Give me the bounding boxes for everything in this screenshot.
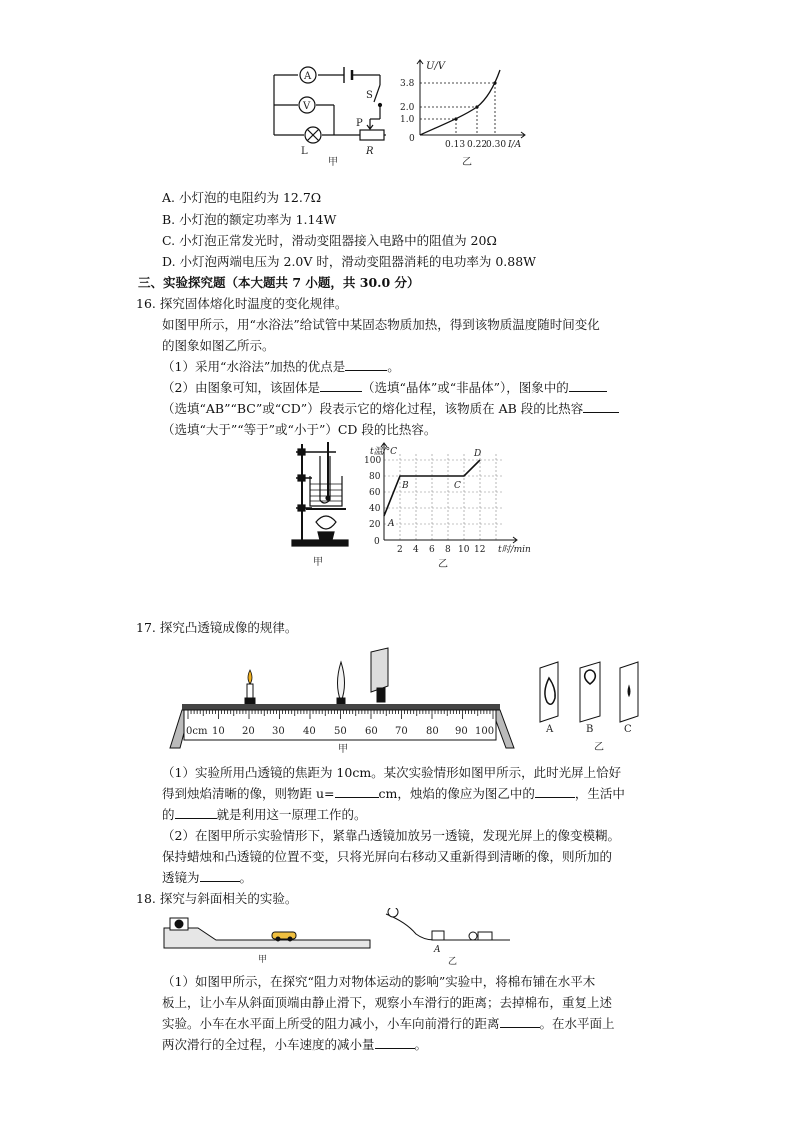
section-heading: 三、实验探究题（本大题共 7 小题，共 30.0 分） xyxy=(138,275,420,290)
q16-caption-right: 乙 xyxy=(438,559,448,570)
q17-line: （2）在图甲所示实验情形下，紧靠凸透镜加放另一透镜，发现光屏上的像变模糊。 xyxy=(162,828,620,843)
answer-blank[interactable] xyxy=(500,1014,540,1028)
ruler-label: 100 xyxy=(475,726,495,737)
answer-blank[interactable] xyxy=(200,868,240,882)
q16-row-3 xyxy=(162,399,619,419)
temp-ytick: 40 xyxy=(369,504,381,514)
q16-end-mark: 。 xyxy=(387,359,400,374)
ui-ytick: 3.8 xyxy=(400,79,415,89)
q16-part2-text: （2）由图象可知，该固体是 xyxy=(162,380,320,395)
temp-xlabel: t时/min xyxy=(498,545,531,555)
ui-graph xyxy=(400,60,525,168)
temp-ytick: 0 xyxy=(374,537,380,547)
q15-figure xyxy=(262,55,552,175)
temp-ytick: 100 xyxy=(364,456,382,466)
slider-label: P xyxy=(356,118,363,129)
answer-blank[interactable] xyxy=(569,378,607,392)
q17-line: （1）实验所用凸透镜的焦距为 10cm。某次实验情形如图甲所示，此时光屏上恰好 xyxy=(162,765,622,780)
q16-part2-segment: （选填“AB”“BC”或“CD”）段表示它的熔化过程，该物质在 AB 段的比热容 xyxy=(162,401,584,416)
q15-option-d: D. 小灯泡两端电压为 2.0V 时，滑动变阻器消耗的电功率为 0.88W xyxy=(162,254,537,269)
graph-caption: 乙 xyxy=(462,157,472,168)
point-label: C xyxy=(454,481,461,491)
question-title: 探究凸透镜成像的规律。 xyxy=(159,620,298,635)
temp-ylabel: t温/°C xyxy=(370,447,398,457)
answer-blank[interactable] xyxy=(583,399,619,413)
temp-ytick: 60 xyxy=(369,488,381,498)
q17-row-2 xyxy=(162,784,625,804)
q17-life-text: ，生活中 xyxy=(574,786,625,801)
ammeter-label: A xyxy=(304,71,312,82)
q18-caption-left: 甲 xyxy=(258,955,268,965)
question-title: 探究固体熔化时温度的变化规律。 xyxy=(159,296,348,311)
question-number: 18. xyxy=(136,891,156,906)
answer-blank[interactable] xyxy=(320,378,362,392)
q17-caption-right: 乙 xyxy=(594,742,604,753)
q18-line: （1）如图甲所示，在探究“阻力对物体运动的影响”实验中，将棉布铺在水平木 xyxy=(162,974,596,989)
q18-row-4 xyxy=(162,1035,427,1055)
choice-label: A xyxy=(546,724,554,735)
q18-horizontal-text: 。在水平面上 xyxy=(539,1016,615,1031)
q16-line: 如图甲所示，用“水浴法”给试管中某固态物质加热，得到该物质温度随时间变化 xyxy=(162,317,600,332)
q15-option-b: B. 小灯泡的额定功率为 1.14W xyxy=(162,212,337,227)
point-a-label: A xyxy=(434,945,441,955)
q15-option-c: C. 小灯泡正常发光时，滑动变阻器接入电路中的阻值为 20Ω xyxy=(162,233,497,248)
ruler-label: 30 xyxy=(272,726,285,737)
q16-row-1 xyxy=(162,357,400,377)
image-choices xyxy=(540,662,638,722)
q17-image-text: cm，烛焰的像应为图乙中的 xyxy=(378,786,535,801)
temp-xtick: 12 xyxy=(474,545,486,555)
answer-blank[interactable] xyxy=(375,1035,415,1049)
q18-row-3 xyxy=(162,1014,615,1034)
q16-part1-text: （1）采用“水浴法”加热的优点是 xyxy=(162,359,346,374)
q16-title-row xyxy=(136,294,347,314)
ui-ytick: 2.0 xyxy=(400,103,415,113)
incline-ball-setup xyxy=(386,908,510,940)
ui-origin: 0 xyxy=(409,134,415,144)
switch-label: S xyxy=(366,90,373,101)
temp-xtick: 10 xyxy=(458,545,470,555)
convex-lens xyxy=(337,662,345,706)
q18-distance-text: 实验。小车在水平面上所受的阻力减小，小车向前滑行的距离 xyxy=(162,1016,500,1031)
temp-xtick: 6 xyxy=(429,545,435,555)
candle xyxy=(245,670,255,704)
temp-xtick: 2 xyxy=(397,545,403,555)
q16-row-2 xyxy=(162,378,607,398)
answer-blank[interactable] xyxy=(175,805,217,819)
q17-row-6 xyxy=(162,868,252,888)
q16-line: （选填“大于”“等于”或“小于”）CD 段的比热容。 xyxy=(162,422,437,437)
ruler-label: 0cm xyxy=(186,726,208,737)
q17-caption-left: 甲 xyxy=(338,744,348,755)
ruler-label: 50 xyxy=(334,726,347,737)
q17-row-3 xyxy=(162,805,367,825)
q17-figure xyxy=(162,640,642,758)
ui-curve xyxy=(420,70,500,135)
temp-ytick: 80 xyxy=(369,472,381,482)
q18-figure xyxy=(160,908,520,966)
ruler-label: 60 xyxy=(365,726,378,737)
q17-end-mark: 。 xyxy=(239,870,253,885)
point-label: A xyxy=(388,519,395,529)
q16-part2-choice: （选填“晶体”或“非晶体”），图象中的 xyxy=(361,380,569,395)
lamp-label: L xyxy=(301,146,308,157)
q17-principle-text: 就是利用这一原理工作的。 xyxy=(216,807,367,822)
answer-blank[interactable] xyxy=(535,784,575,798)
q16-line: 的图象如图乙所示。 xyxy=(162,338,275,353)
ruler-label: 10 xyxy=(212,726,225,737)
ui-xtick: 0.22 xyxy=(467,140,488,150)
rheostat-symbol xyxy=(360,130,384,140)
switch-symbol xyxy=(374,85,380,102)
ruler-label: 20 xyxy=(242,726,255,737)
answer-blank[interactable] xyxy=(345,357,387,371)
question-number: 16. xyxy=(136,296,156,311)
ruler-label: 70 xyxy=(395,726,408,737)
ruler-label: 80 xyxy=(426,726,439,737)
point-label: B xyxy=(402,481,409,491)
q15-option-a: A. 小灯泡的电阻约为 12.7Ω xyxy=(162,190,322,205)
question-title: 探究与斜面相关的实验。 xyxy=(159,891,298,906)
incline-cart-setup xyxy=(164,918,370,948)
ui-xlabel: I/A xyxy=(508,140,522,150)
ui-xtick: 0.30 xyxy=(486,140,507,150)
ui-ytick: 1.0 xyxy=(400,115,415,125)
point-label: D xyxy=(474,449,482,459)
q17-lens-text: 透镜为 xyxy=(162,870,200,885)
choice-label: B xyxy=(586,724,594,735)
circuit-caption: 甲 xyxy=(328,157,338,168)
q18-end-mark: 。 xyxy=(414,1037,428,1052)
q18-title-row xyxy=(136,889,297,909)
answer-blank[interactable] xyxy=(335,784,379,798)
temp-xtick: 4 xyxy=(413,545,419,555)
ruler-label: 90 xyxy=(455,726,468,737)
choice-label: C xyxy=(624,724,632,735)
q16-figure xyxy=(288,440,548,572)
temp-ytick: 20 xyxy=(369,520,381,530)
q18-speed-text: 两次滑行的全过程，小车速度的减小量 xyxy=(162,1037,375,1052)
temperature-graph xyxy=(364,443,531,570)
light-screen xyxy=(371,648,388,702)
q17-title-row xyxy=(136,618,297,638)
q18-line: 板上，让小车从斜面顶端由静止滑下，观察小车滑行的距离；去掉棉布，重复上述 xyxy=(162,995,613,1010)
q18-caption-right: 乙 xyxy=(448,957,458,966)
temp-xtick: 8 xyxy=(445,545,451,555)
ui-xtick: 0.13 xyxy=(445,140,466,150)
q17-distance-text: 得到烛焰清晰的像，则物距 u= xyxy=(162,786,335,801)
q16-caption-left: 甲 xyxy=(313,557,323,568)
q17-of-text: 的 xyxy=(162,807,175,822)
circuit-diagram xyxy=(274,67,386,143)
ruler-label: 40 xyxy=(303,726,316,737)
voltmeter-label: V xyxy=(303,101,311,112)
q17-line: 保持蜡烛和凸透镜的位置不变，只将光屏向右移动又重新得到清晰的像，则所加的 xyxy=(162,849,613,864)
water-bath-apparatus xyxy=(292,442,348,546)
ui-ylabel: U/V xyxy=(426,61,446,72)
rheostat-label: R xyxy=(366,146,374,157)
question-number: 17. xyxy=(136,620,156,635)
